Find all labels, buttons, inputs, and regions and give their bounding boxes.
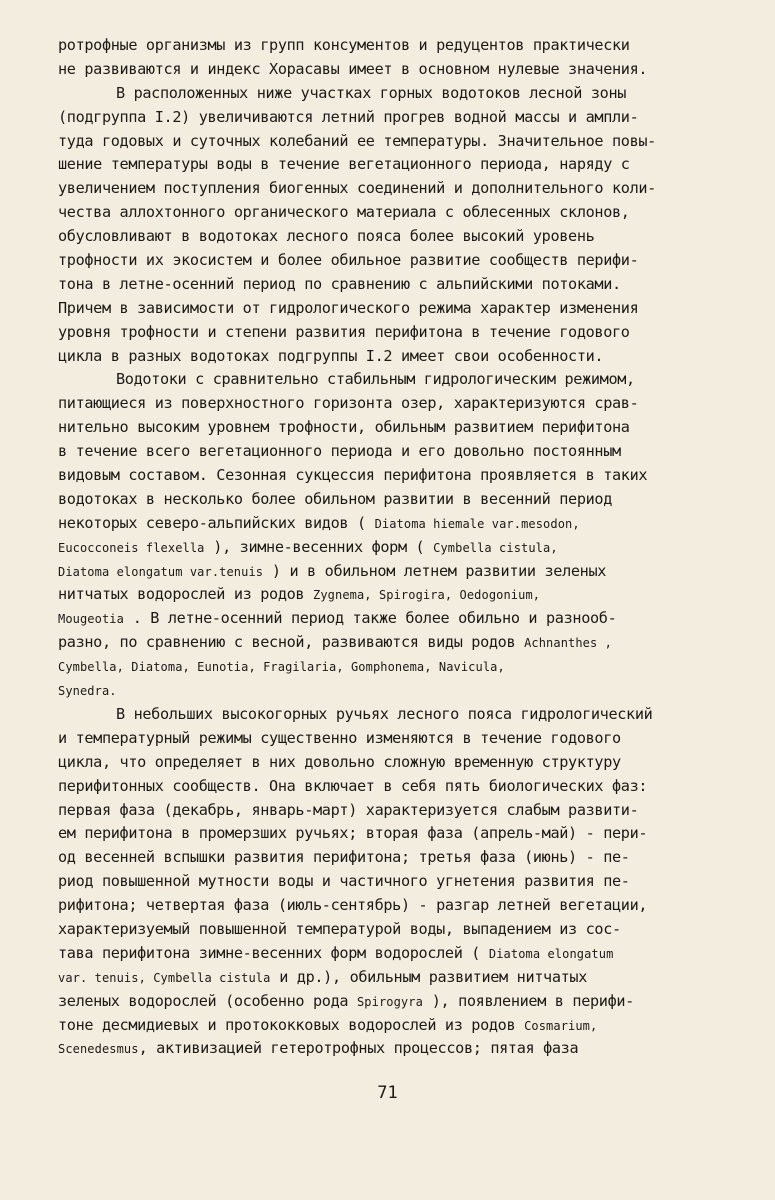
text-segment: характеризуемый повышенной температурой воды, выпадением из сос- <box>58 919 621 938</box>
latin-term: Diatoma hiemale var.mesodon, <box>374 516 580 531</box>
text-segment: в течение всего вегетационного периода и его довольно постоянным <box>58 442 621 461</box>
text-segment: цикла, что определяет в них довольно сложную временную структуру <box>58 752 621 771</box>
text-segment: нитчатых водорослей из родов <box>58 585 314 604</box>
text-segment: В расположенных ниже участках горных водотоков лесной зоны <box>116 83 627 102</box>
text-segment: и температурный режимы существенно изменяются в течение годового <box>58 728 621 747</box>
text-line <box>58 273 748 297</box>
text-segment: туда годовых и суточных колебаний ее температуры. Значительное повы- <box>58 131 656 150</box>
text-segment: зеленых водорослей (особенно рода <box>58 991 357 1010</box>
text-line <box>58 58 748 82</box>
text-segment: чества аллохтонного органического материала с облесенных склонов, <box>58 203 630 222</box>
text-line <box>58 1014 748 1038</box>
text-line <box>58 225 748 249</box>
text-line <box>58 321 748 345</box>
text-segment: и др.), обильным развитием нитчатых <box>270 967 587 986</box>
text-segment: трофности их экосистем и более обильное развитие сообществ перифи- <box>58 251 639 270</box>
text-segment: увеличением поступления биогенных соединений и дополнительного коли- <box>58 179 656 198</box>
text-segment: не развиваются и индекс Хорасавы имеет в основном нулевые значения. <box>58 59 648 78</box>
text-segment: риод повышенной мутности воды и частичного угнетения развития пе- <box>58 872 630 891</box>
text-segment: перифитонных сообществ. Она включает в себя пять биологических фаз: <box>58 776 648 795</box>
text-line <box>58 607 748 631</box>
text-line <box>58 464 748 488</box>
text-line <box>58 727 748 751</box>
text-line <box>58 799 748 823</box>
text-line <box>58 177 748 201</box>
text-segment: цикла в разных водотоках подгруппы I.2 имеет свои особенности. <box>58 346 604 365</box>
text-segment: водотоках в несколько более обильном развитии в весенний период <box>58 489 613 508</box>
text-segment: разно, по сравнению с весной, развиваются виды родов <box>58 633 525 652</box>
text-line <box>58 679 748 703</box>
text-segment: ) и в обильном летнем развитии зеленых <box>263 561 607 580</box>
text-line <box>58 106 748 130</box>
text-line <box>58 153 748 177</box>
latin-term: Spirogyra <box>356 994 423 1009</box>
text-line <box>58 655 748 679</box>
text-segment: ), зимне-весенних форм ( <box>204 537 434 556</box>
text-segment: Причем в зависимости от гидрологического режима характер изменения <box>58 298 639 317</box>
text-line <box>58 368 748 392</box>
text-segment: , активизацией гетеротрофных процессов; пятая фаза <box>138 1039 579 1058</box>
latin-term: Cymbella, Diatoma, Eunotia, Fragilaria, Gomphonema, Navicula, <box>58 660 505 675</box>
text-segment: первая фаза (декабрь, январь-март) характеризуется слабым развити- <box>58 800 639 819</box>
latin-term: Achnanthes , <box>524 636 612 651</box>
text-segment: ), появлением в перифи- <box>422 991 634 1010</box>
text-segment: видовым составом. Сезонная сукцессия перифитона проявляется в таких <box>58 466 648 485</box>
text-segment: од весенней вспышки развития перифитона; третья фаза (июнь) - пе- <box>58 848 630 867</box>
text-segment: питающиеся из поверхностного горизонта озер, характеризуются срав- <box>58 394 639 413</box>
text-line <box>58 488 748 512</box>
text-line <box>58 990 748 1014</box>
text-line <box>58 440 748 464</box>
text-line <box>58 297 748 321</box>
text-line <box>58 822 748 846</box>
text-line <box>58 631 748 655</box>
latin-term: Scenedesmus <box>58 1042 139 1057</box>
text-segment: тоне десмидиевых и протококковых водорослей из родов <box>58 1015 525 1034</box>
text-segment: Водотоки с сравнительно стабильным гидрологическим режимом, <box>116 370 635 389</box>
latin-term: Cosmarium, <box>524 1018 598 1033</box>
text-segment: рифитона; четвертая фаза (июль-сентябрь) - разгар летней вегетации, <box>58 896 648 915</box>
text-line <box>58 130 748 154</box>
latin-term: Diatoma elongatum var.tenuis <box>58 564 264 579</box>
text-segment: (подгруппа I.2) увеличиваются летний прогрев водной массы и ампли- <box>58 107 639 126</box>
text-line <box>58 392 748 416</box>
text-line <box>58 249 748 273</box>
text-line <box>58 345 748 369</box>
text-segment: обусловливают в водотоках лесного пояса более высокий уровень <box>58 227 595 246</box>
text-line <box>58 1037 748 1061</box>
text-segment: уровня трофности и степени развития перифитона в течение годового <box>58 322 630 341</box>
body-text <box>58 34 748 1061</box>
text-line <box>58 201 748 225</box>
text-line <box>58 82 748 106</box>
text-segment: нительно высоким уровнем трофности, обильным развитием перифитона <box>58 418 630 437</box>
latin-term: Cymbella cistula, <box>433 540 558 555</box>
text-segment: . В летне-осенний период также более обильно и разнооб- <box>123 609 617 628</box>
latin-term: Eucocconeis flexella <box>58 540 205 555</box>
text-line <box>58 846 748 870</box>
text-line <box>58 870 748 894</box>
text-line <box>58 512 748 536</box>
latin-term: Mougeotia <box>58 612 124 627</box>
latin-term: Diatoma elongatum <box>488 946 614 961</box>
latin-term: var. tenuis, Cymbella cistula <box>58 970 271 985</box>
text-segment: ем перифитона в промерзших ручьях; вторая фаза (апрель-май) - пери- <box>58 824 648 843</box>
page-number: 71 <box>377 1083 398 1103</box>
text-segment: ротрофные организмы из групп консументов и редуцентов практически <box>58 36 630 54</box>
latin-term: Zygnema, Spirogira, Oedogonium, <box>313 588 541 603</box>
text-line <box>58 583 748 607</box>
text-line <box>58 34 748 58</box>
text-line <box>58 775 748 799</box>
text-line <box>58 560 748 584</box>
text-segment: шение температуры воды в течение вегетационного периода, наряду с <box>58 155 630 174</box>
text-line <box>58 416 748 440</box>
text-line <box>58 894 748 918</box>
text-line <box>58 942 748 966</box>
text-segment: тона в летне-осенний период по сравнению с альпийскими потоками. <box>58 274 621 293</box>
text-segment: тава перифитона зимне-весенних форм водорослей ( <box>58 943 489 962</box>
text-segment: некоторых северо-альпийских видов ( <box>58 513 375 532</box>
text-segment: В небольших высокогорных ручьях лесного пояса гидрологический <box>116 704 653 723</box>
text-line <box>58 703 748 727</box>
text-line <box>58 966 748 990</box>
text-line <box>58 751 748 775</box>
text-line <box>58 536 748 560</box>
latin-term: Synedra. <box>58 684 117 699</box>
text-line <box>58 918 748 942</box>
